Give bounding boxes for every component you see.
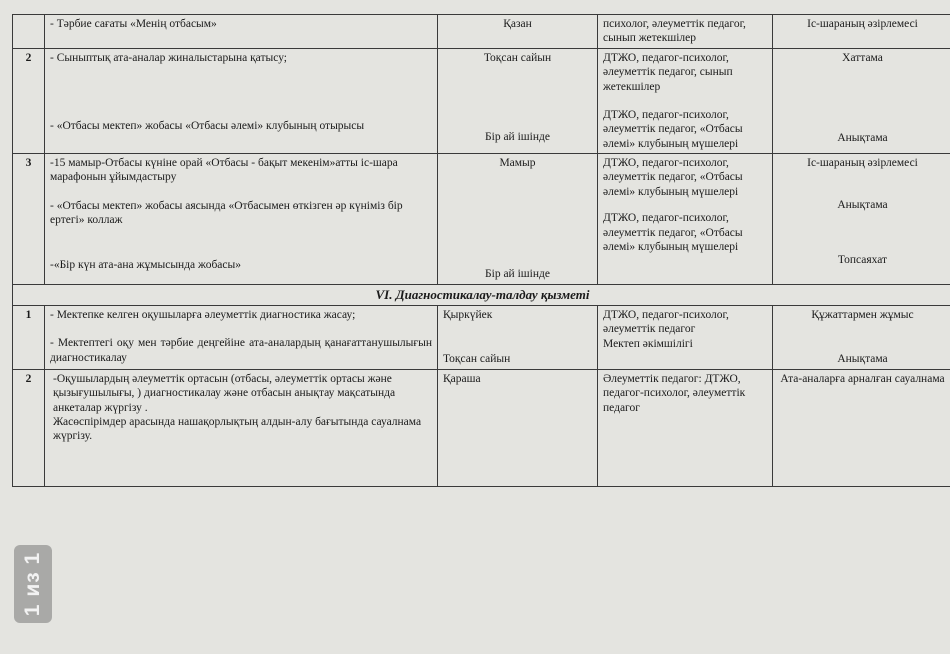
section-title: VI. Диагностикалау-талдау қызметі [13,284,950,305]
outcome-cell: Іс-шараның әзірлемесі Анықтама Топсаяхат [773,154,950,285]
responsible-cell: ДТЖО, педагог-психолог, әлеуметтік педагог, сынып жетекшілер ДТЖО, педагог-психолог, әлеуметтік педагог, «Отбасы әлемі» клубының мүшелері [598,48,773,153]
responsible-cell: психолог, әлеуметтік педагог, сынып жетекшілер [598,15,773,49]
term-cell: Қыркүйек Тоқсан сайын [438,306,598,370]
row-number: 1 [13,306,45,370]
row-number: 2 [13,48,45,153]
term-cell: Мамыр Бір ай ішінде [438,154,598,285]
activity-cell: - Мектепке келген оқушыларға әлеуметтік диагностика жасау; - Мектептегі оқу мен тәрбие деңгейіне ата-аналардың қанағаттанушылығын диагностикалау [45,306,438,370]
table-row [13,306,950,370]
row-number: 2 [13,369,45,486]
term-cell: Қараша [438,369,598,486]
outcome-cell: Құжаттармен жұмыс Анықтама [773,306,950,370]
table-row [13,154,950,285]
term-cell: Тоқсан сайын Бір ай ішінде [438,48,598,153]
responsible-cell: ДТЖО, педагог-психолог, әлеуметтік педагог, «Отбасы әлемі» клубының мүшелері ДТЖО, педагог-психолог, әлеуметтік педагог, «Отбасы әлемі» клубының мүшелері [598,154,773,285]
responsible-cell: Әлеуметтік педагог: ДТЖО, педагог-психолог, әлеуметтік педагог [598,369,773,486]
page-counter-badge: 1 из 1 [14,545,52,623]
table-row [13,15,950,49]
row-number: 3 [13,154,45,285]
activity-cell: - Сыныптық ата-аналар жиналыстарына қатысу; - «Отбасы мектеп» жобасы «Отбасы әлемі» клубының отырысы [45,48,438,153]
outcome-cell: Ата-аналарға арналған сауалнама [773,369,950,486]
section-heading-row [13,284,950,305]
activity-cell: - Тәрбие сағаты «Менің отбасым» [45,15,438,49]
outcome-cell: Іс-шараның әзірлемесі [773,15,950,49]
responsible-cell: ДТЖО, педагог-психолог, әлеуметтік педагог Мектеп әкімшілігі [598,306,773,370]
activity-cell: -15 мамыр-Отбасы күніне орай «Отбасы - бақыт мекенім»атты іс-шара марафонын ұйымдастыру - «Отбасы мектеп» жобасы аясында «Отбасымен өткізген әр күніміз бір ертегі» коллаж -«Бір күн ата-ана жұмысында жобасы» [45,154,438,285]
activity-cell: -Оқушылардың әлеуметтік ортасын (отбасы, әлеуметтік ортасы және қызығушылығы, ) диагностикалау және отбасын анықтау мақсатында анкеталар жүргізу . Жасөспірімдер арасында нашақорлықтың алдын-алу бағытында сауалнама жүргізу. [45,369,438,486]
row-number [13,15,45,49]
term-cell: Қазан [438,15,598,49]
table-row [13,369,950,486]
outcome-cell: Хаттама Анықтама [773,48,950,153]
plan-table [12,14,950,487]
table-row [13,48,950,153]
